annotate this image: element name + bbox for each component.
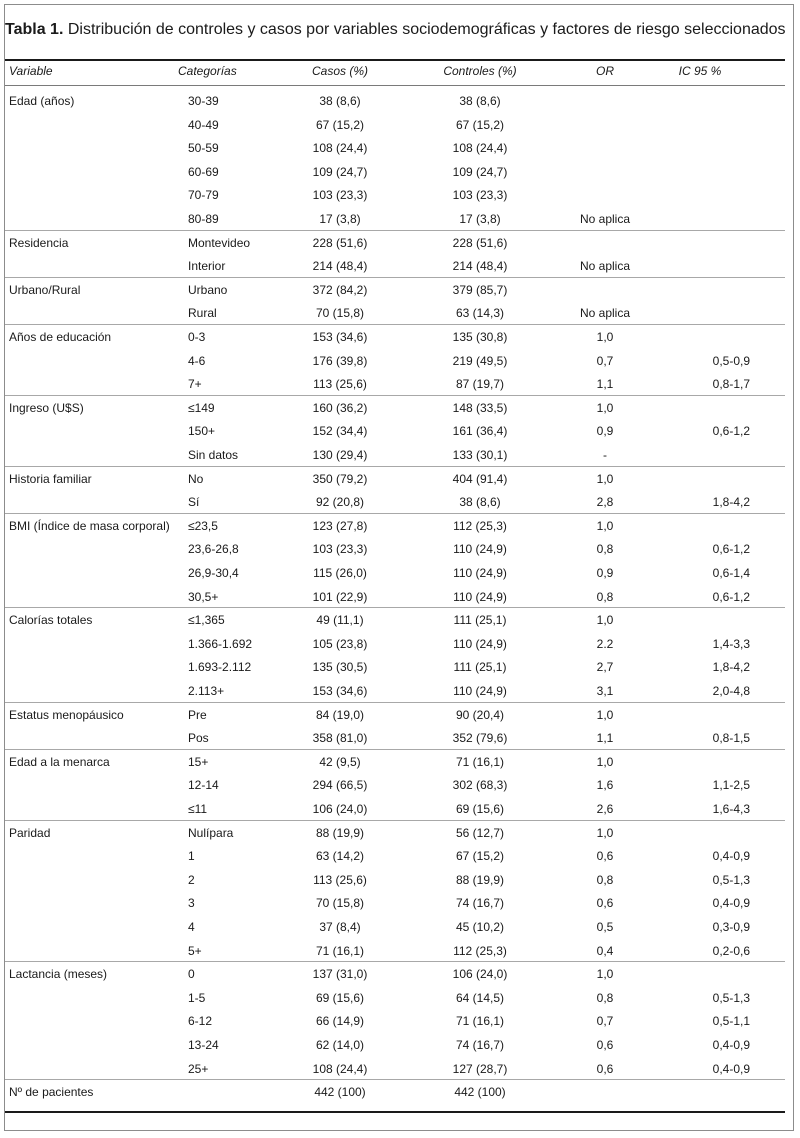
group-separator bbox=[5, 1079, 785, 1080]
cell-casos: 66 (14,9) bbox=[315, 1014, 365, 1029]
cell-controles: 90 (20,4) bbox=[455, 707, 505, 722]
cell-controles: 133 (30,1) bbox=[452, 448, 508, 462]
cell-or: 1,0 bbox=[596, 400, 614, 415]
cell-categoria: 4 bbox=[188, 920, 195, 934]
cell-casos: 130 (29,4) bbox=[312, 448, 368, 462]
table-top-rule bbox=[5, 59, 785, 61]
cell-or: 1,0 bbox=[596, 967, 614, 982]
cell-categoria: Nulípara bbox=[188, 825, 234, 840]
table-caption bbox=[5, 20, 785, 40]
cell-ic: 0,5-1,3 bbox=[712, 872, 750, 887]
group-separator bbox=[5, 395, 785, 396]
cell-categoria: 5+ bbox=[188, 943, 202, 958]
cell-or: 0,8 bbox=[596, 542, 614, 557]
cell-controles: 71 (16,1) bbox=[455, 1014, 505, 1029]
cell-or: 0,7 bbox=[596, 1014, 614, 1029]
cell-casos: 103 (23,3) bbox=[312, 542, 368, 557]
cell-or: 1,0 bbox=[596, 613, 614, 628]
cell-categoria: Pos bbox=[188, 731, 209, 746]
cell-categoria: Urbano bbox=[188, 282, 228, 297]
cell-casos: 63 (14,2) bbox=[315, 849, 365, 864]
cell-casos: 101 (22,9) bbox=[312, 589, 368, 604]
cell-or: 3,1 bbox=[596, 684, 614, 698]
cell-controles: 112 (25,3) bbox=[453, 943, 507, 958]
cell-categoria: 26,9-30,4 bbox=[188, 566, 239, 580]
cell-or: 1,0 bbox=[596, 518, 614, 533]
cell-variable: Edad a la menarca bbox=[9, 754, 110, 769]
cell-casos: 113 (25,6) bbox=[313, 377, 367, 392]
cell-casos: 115 (26,0) bbox=[313, 566, 367, 580]
cell-casos: 105 (23,8) bbox=[312, 636, 368, 651]
cell-ic: 0,3-0,9 bbox=[712, 920, 750, 934]
cell-controles: 110 (24,9) bbox=[453, 566, 507, 580]
cell-or: 0,8 bbox=[596, 872, 614, 887]
cell-categoria: 50-59 bbox=[188, 141, 219, 156]
cell-casos: 69 (15,6) bbox=[315, 990, 365, 1005]
cell-controles: 64 (14,5) bbox=[455, 990, 505, 1005]
cell-controles: 110 (24,9) bbox=[453, 589, 507, 604]
cell-casos: 160 (36,2) bbox=[312, 400, 368, 415]
cell-categoria: 2.113+ bbox=[188, 684, 225, 698]
cell-categoria: 7+ bbox=[188, 377, 202, 392]
cell-ic: 0,6-1,2 bbox=[712, 424, 750, 439]
group-separator bbox=[5, 466, 785, 467]
cell-controles: 442 (100) bbox=[454, 1085, 506, 1100]
cell-categoria: 30-39 bbox=[188, 94, 219, 108]
cell-casos: 135 (30,5) bbox=[312, 660, 368, 675]
cell-ic: 0,5-1,3 bbox=[712, 990, 750, 1005]
cell-controles: 111 (25,1) bbox=[453, 613, 507, 628]
group-separator bbox=[5, 513, 785, 514]
cell-casos: 214 (48,4) bbox=[312, 259, 368, 274]
cell-or: 1,0 bbox=[596, 330, 614, 344]
cell-categoria: ≤149 bbox=[188, 400, 215, 415]
cell-ic: 1,8-4,2 bbox=[712, 495, 750, 510]
cell-categoria: 6-12 bbox=[188, 1014, 213, 1029]
cell-or: 1,0 bbox=[596, 707, 614, 722]
cell-controles: 67 (15,2) bbox=[455, 117, 505, 132]
cell-variable: Residencia bbox=[9, 235, 69, 250]
header-casos: Casos (%) bbox=[311, 64, 368, 78]
cell-casos: 17 (3,8) bbox=[319, 212, 361, 226]
cell-controles: 67 (15,2) bbox=[455, 849, 505, 864]
cell-casos: 108 (24,4) bbox=[312, 1061, 368, 1076]
cell-categoria: 3 bbox=[188, 896, 195, 911]
cell-categoria: 15+ bbox=[188, 754, 209, 769]
header-rule bbox=[5, 85, 785, 86]
caption-label: Tabla 1. bbox=[5, 21, 64, 38]
cell-ic: 0,4-0,9 bbox=[712, 896, 750, 911]
cell-casos: 108 (24,4) bbox=[312, 141, 368, 156]
cell-categoria: Interior bbox=[188, 259, 226, 274]
cell-controles: 214 (48,4) bbox=[452, 259, 508, 274]
cell-ic: 0,8-1,7 bbox=[712, 377, 750, 392]
cell-or: 1,6 bbox=[596, 778, 614, 793]
cell-casos: 152 (34,4) bbox=[312, 424, 368, 439]
cell-variable: Paridad bbox=[9, 825, 51, 840]
cell-casos: 62 (14,0) bbox=[315, 1038, 365, 1052]
cell-categoria: ≤23,5 bbox=[188, 518, 218, 533]
cell-ic: 1,1-2,5 bbox=[712, 778, 750, 793]
table-bottom-rule bbox=[5, 1111, 785, 1113]
cell-ic: 0,5-1,1 bbox=[712, 1014, 750, 1029]
cell-categoria: 13-24 bbox=[188, 1038, 219, 1052]
cell-controles: 110 (24,9) bbox=[453, 684, 507, 698]
cell-casos: 372 (84,2) bbox=[312, 282, 368, 297]
cell-or: 2,8 bbox=[596, 495, 614, 510]
cell-categoria: 1.366-1.692 bbox=[188, 636, 253, 651]
cell-casos: 228 (51,6) bbox=[312, 235, 368, 250]
cell-or: 0,6 bbox=[596, 896, 614, 911]
cell-casos: 153 (34,6) bbox=[312, 330, 368, 344]
cell-or: 0,6 bbox=[596, 1038, 614, 1052]
header-variable: Variable bbox=[9, 64, 53, 78]
cell-casos: 123 (27,8) bbox=[312, 518, 368, 533]
cell-casos: 137 (31,0) bbox=[312, 967, 368, 982]
cell-categoria: 2 bbox=[188, 872, 195, 887]
cell-categoria: ≤11 bbox=[188, 802, 208, 816]
cell-casos: 88 (19,9) bbox=[315, 825, 365, 840]
cell-controles: 404 (91,4) bbox=[452, 471, 508, 486]
cell-controles: 87 (19,7) bbox=[455, 377, 505, 392]
header-controles: Controles (%) bbox=[443, 64, 517, 78]
cell-variable: Calorías totales bbox=[9, 613, 93, 628]
cell-controles: 38 (8,6) bbox=[459, 495, 501, 510]
cell-ic: 0,6-1,4 bbox=[712, 566, 750, 580]
cell-ic: 0,4-0,9 bbox=[712, 1038, 750, 1052]
cell-variable: Historia familiar bbox=[9, 471, 92, 486]
cell-categoria: Rural bbox=[188, 306, 217, 321]
cell-variable: Ingreso (U$S) bbox=[9, 400, 84, 415]
cell-ic: 1,8-4,2 bbox=[712, 660, 750, 675]
group-separator bbox=[5, 277, 785, 278]
cell-controles: 108 (24,4) bbox=[452, 141, 508, 156]
cell-categoria: Sin datos bbox=[188, 448, 239, 462]
cell-categoria: Pre bbox=[188, 707, 207, 722]
cell-casos: 106 (24,0) bbox=[312, 802, 368, 816]
header-or: OR bbox=[596, 64, 614, 78]
cell-or: - bbox=[603, 448, 607, 462]
cell-or: 2,7 bbox=[596, 660, 614, 675]
cell-categoria: No bbox=[188, 471, 204, 486]
cell-casos: 49 (11,1) bbox=[316, 613, 364, 628]
cell-controles: 112 (25,3) bbox=[453, 518, 507, 533]
cell-controles: 74 (16,7) bbox=[455, 896, 505, 911]
cell-controles: 302 (68,3) bbox=[452, 778, 508, 793]
cell-variable: Lactancia (meses) bbox=[9, 967, 108, 982]
cell-controles: 45 (10,2) bbox=[455, 920, 505, 934]
cell-casos: 70 (15,8) bbox=[315, 896, 365, 911]
cell-controles: 17 (3,8) bbox=[459, 212, 501, 226]
header-categorias: Categorías bbox=[178, 64, 237, 78]
cell-ic: 0,6-1,2 bbox=[712, 589, 750, 604]
cell-controles: 106 (24,0) bbox=[452, 967, 508, 982]
cell-or: 0,8 bbox=[596, 589, 614, 604]
cell-casos: 176 (39,8) bbox=[312, 353, 368, 368]
cell-controles: 379 (85,7) bbox=[452, 282, 508, 297]
cell-categoria: 1-5 bbox=[188, 990, 206, 1005]
cell-categoria: Sí bbox=[188, 495, 200, 510]
group-separator bbox=[5, 607, 785, 608]
cell-categoria: 12-14 bbox=[188, 778, 219, 793]
cell-or: No aplica bbox=[579, 259, 631, 274]
cell-categoria: ≤1,365 bbox=[188, 613, 225, 628]
cell-categoria: 1 bbox=[188, 849, 195, 864]
cell-categoria: 0 bbox=[188, 967, 195, 982]
cell-controles: 161 (36,4) bbox=[452, 424, 508, 439]
cell-variable: Edad (años) bbox=[9, 94, 75, 108]
cell-casos: 294 (66,5) bbox=[312, 778, 368, 793]
cell-categoria: 40-49 bbox=[188, 117, 219, 132]
cell-ic: 0,2-0,6 bbox=[712, 943, 750, 958]
cell-casos: 71 (16,1) bbox=[315, 943, 365, 958]
cell-controles: 56 (12,7) bbox=[455, 825, 505, 840]
cell-controles: 88 (19,9) bbox=[455, 872, 505, 887]
group-separator bbox=[5, 820, 785, 821]
cell-ic: 0,6-1,2 bbox=[712, 542, 750, 557]
cell-casos: 38 (8,6) bbox=[319, 94, 361, 108]
cell-or: 0,6 bbox=[596, 1061, 614, 1076]
cell-or: No aplica bbox=[579, 212, 631, 226]
cell-or: 0,9 bbox=[596, 566, 614, 580]
cell-controles: 63 (14,3) bbox=[455, 306, 505, 321]
cell-controles: 228 (51,6) bbox=[452, 235, 508, 250]
cell-or: 1,1 bbox=[596, 377, 614, 392]
cell-categoria: 150+ bbox=[188, 424, 216, 439]
cell-or: 2,6 bbox=[596, 802, 614, 816]
cell-controles: 69 (15,6) bbox=[455, 802, 505, 816]
cell-casos: 84 (19,0) bbox=[315, 707, 365, 722]
cell-controles: 110 (24,9) bbox=[453, 542, 507, 557]
cell-controles: 352 (79,6) bbox=[452, 731, 508, 746]
cell-categoria: 70-79 bbox=[188, 188, 219, 203]
cell-controles: 148 (33,5) bbox=[452, 400, 508, 415]
cell-categoria: 23,6-26,8 bbox=[188, 542, 239, 557]
caption-text: Distribución de controles y casos por variables sociodemográficas y factores de riesgo seleccionados bbox=[67, 21, 786, 38]
cell-or: 1,0 bbox=[596, 754, 614, 769]
cell-casos: 109 (24,7) bbox=[312, 164, 368, 179]
cell-categoria: 25+ bbox=[188, 1061, 209, 1076]
cell-ic: 1,6-4,3 bbox=[712, 802, 750, 816]
cell-or: No aplica bbox=[579, 306, 631, 321]
cell-casos: 103 (23,3) bbox=[312, 188, 368, 203]
group-separator bbox=[5, 230, 785, 231]
group-separator bbox=[5, 324, 785, 325]
cell-ic: 1,4-3,3 bbox=[712, 636, 750, 651]
cell-variable: Nº de pacientes bbox=[9, 1085, 94, 1100]
group-separator bbox=[5, 702, 785, 703]
cell-casos: 153 (34,6) bbox=[312, 684, 368, 698]
cell-categoria: 60-69 bbox=[188, 164, 219, 179]
cell-controles: 74 (16,7) bbox=[455, 1038, 505, 1052]
cell-ic: 0,4-0,9 bbox=[712, 1061, 750, 1076]
cell-variable: Estatus menopáusico bbox=[9, 707, 124, 722]
cell-or: 1,1 bbox=[596, 731, 614, 746]
cell-categoria: 1.693-2.112 bbox=[188, 660, 252, 675]
cell-casos: 113 (25,6) bbox=[313, 872, 367, 887]
cell-controles: 38 (8,6) bbox=[459, 94, 501, 108]
cell-variable: Años de educación bbox=[9, 330, 112, 344]
cell-casos: 37 (8,4) bbox=[319, 920, 361, 934]
cell-or: 0,8 bbox=[596, 990, 614, 1005]
cell-categoria: 4-6 bbox=[188, 353, 206, 368]
cell-categoria: 0-3 bbox=[188, 330, 206, 344]
cell-variable: Urbano/Rural bbox=[9, 282, 81, 297]
cell-ic: 2,0-4,8 bbox=[712, 684, 750, 698]
cell-controles: 110 (24,9) bbox=[453, 636, 507, 651]
cell-casos: 70 (15,8) bbox=[315, 306, 365, 321]
cell-controles: 219 (49,5) bbox=[452, 353, 508, 368]
cell-controles: 127 (28,7) bbox=[452, 1061, 508, 1076]
cell-controles: 103 (23,3) bbox=[452, 188, 508, 203]
cell-or: 1,0 bbox=[596, 825, 614, 840]
cell-or: 0,9 bbox=[596, 424, 614, 439]
cell-ic: 0,4-0,9 bbox=[712, 849, 750, 864]
cell-or: 0,6 bbox=[596, 849, 614, 864]
cell-categoria: 80-89 bbox=[188, 212, 219, 226]
cell-or: 1,0 bbox=[596, 471, 614, 486]
cell-casos: 92 (20,8) bbox=[315, 495, 365, 510]
cell-or: 2.2 bbox=[596, 636, 614, 651]
cell-ic: 0,5-0,9 bbox=[712, 353, 750, 368]
cell-categoria: 30,5+ bbox=[188, 589, 219, 604]
cell-controles: 111 (25,1) bbox=[453, 660, 507, 675]
cell-casos: 358 (81,0) bbox=[312, 731, 368, 746]
cell-categoria: Montevideo bbox=[188, 235, 251, 250]
group-separator bbox=[5, 961, 785, 962]
cell-variable: BMI (Índice de masa corporal) bbox=[9, 518, 170, 533]
cell-casos: 350 (79,2) bbox=[312, 471, 368, 486]
cell-casos: 42 (9,5) bbox=[319, 754, 361, 769]
cell-controles: 71 (16,1) bbox=[455, 754, 505, 769]
group-separator bbox=[5, 749, 785, 750]
cell-controles: 135 (30,8) bbox=[452, 330, 508, 344]
cell-casos: 442 (100) bbox=[314, 1085, 366, 1100]
header-ic: IC 95 % bbox=[678, 64, 722, 78]
cell-casos: 67 (15,2) bbox=[315, 117, 365, 132]
cell-controles: 109 (24,7) bbox=[452, 164, 508, 179]
cell-or: 0,5 bbox=[596, 920, 614, 934]
cell-ic: 0,8-1,5 bbox=[712, 731, 750, 746]
cell-or: 0,7 bbox=[596, 353, 614, 368]
cell-or: 0,4 bbox=[596, 943, 614, 958]
